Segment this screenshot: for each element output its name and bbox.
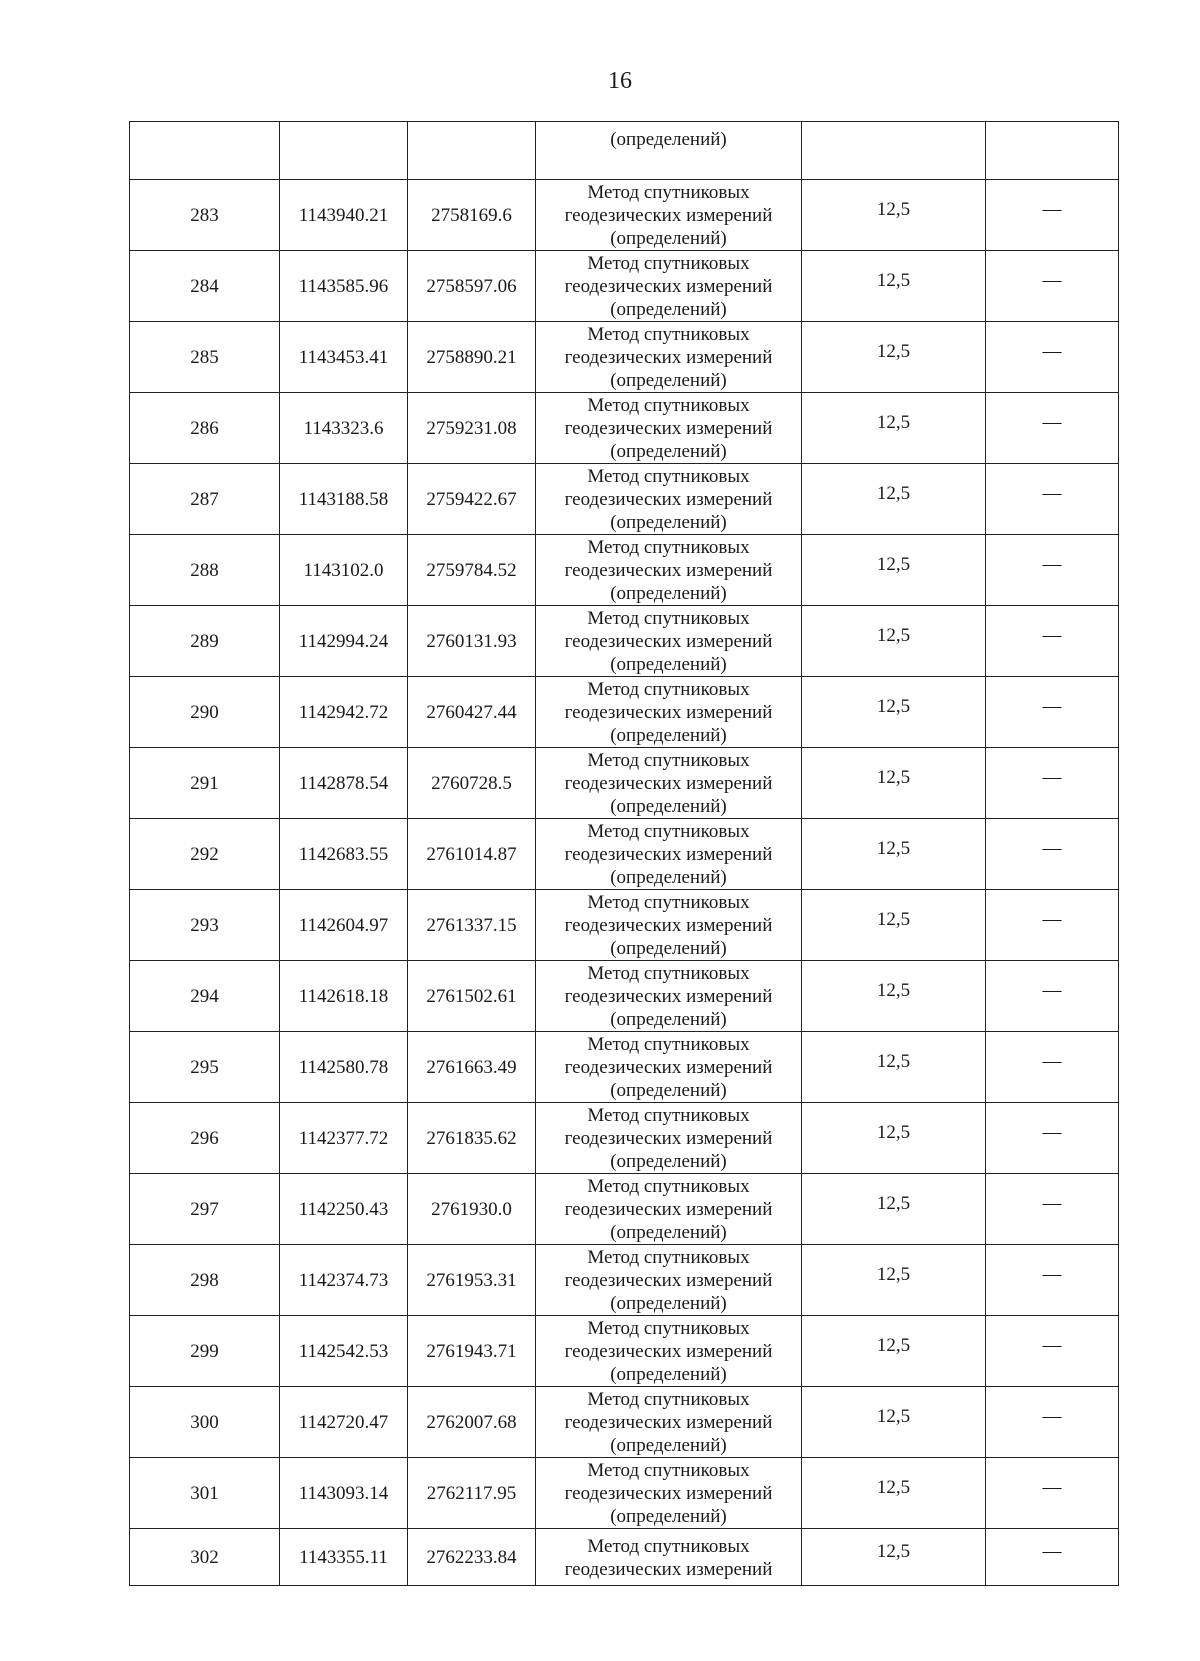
description-value: — xyxy=(1042,340,1062,362)
method-cell xyxy=(536,961,802,1032)
precision-cell xyxy=(802,606,986,677)
method-line: геодезических измерений xyxy=(564,985,773,1007)
method-line: геодезических измерений xyxy=(564,701,773,723)
precision-value: 12,5 xyxy=(876,198,911,220)
y-coordinate-cell: 2758597.06 xyxy=(408,251,536,322)
x-coordinate-cell: 1142542.53 xyxy=(280,1316,408,1387)
precision-cell xyxy=(802,961,986,1032)
method-line: геодезических измерений xyxy=(564,275,773,297)
description-cell xyxy=(986,251,1119,322)
x-coordinate-cell: 1142683.55 xyxy=(280,819,408,890)
method-line: геодезических измерений xyxy=(564,346,773,368)
precision-value: 12,5 xyxy=(876,837,911,859)
method-line: (определений) xyxy=(610,298,727,320)
y-coordinate-cell xyxy=(408,122,536,180)
method-cell xyxy=(536,122,802,180)
method-line: (определений) xyxy=(610,1505,727,1527)
precision-cell xyxy=(802,819,986,890)
description-cell xyxy=(986,1529,1119,1586)
method-line: геодезических измерений xyxy=(564,488,773,510)
x-coordinate-cell: 1143188.58 xyxy=(280,464,408,535)
precision-value: 12,5 xyxy=(876,1050,911,1072)
x-coordinate-cell: 1143093.14 xyxy=(280,1458,408,1529)
x-coordinate-cell: 1142942.72 xyxy=(280,677,408,748)
method-line: геодезических измерений xyxy=(564,1340,773,1362)
description-value: — xyxy=(1042,1334,1062,1356)
point-cell: 291 xyxy=(130,748,280,819)
method-line: (определений) xyxy=(610,1434,727,1456)
precision-value: 12,5 xyxy=(876,1476,911,1498)
x-coordinate-cell: 1142878.54 xyxy=(280,748,408,819)
method-line: (определений) xyxy=(610,937,727,959)
method-cell xyxy=(536,464,802,535)
method-line: геодезических измерений xyxy=(564,417,773,439)
y-coordinate-cell: 2759231.08 xyxy=(408,393,536,464)
precision-cell xyxy=(802,1103,986,1174)
table-row xyxy=(130,1458,1119,1529)
method-line: Метод спутниковых xyxy=(587,465,750,487)
method-line: Метод спутниковых xyxy=(587,1104,750,1126)
method-cell xyxy=(536,1032,802,1103)
method-line: геодезических измерений xyxy=(564,204,773,226)
table-row xyxy=(130,251,1119,322)
description-value: — xyxy=(1042,269,1062,291)
point-cell: 295 xyxy=(130,1032,280,1103)
method-line: Метод спутниковых xyxy=(587,678,750,700)
table-row xyxy=(130,1387,1119,1458)
method-line: (определений) xyxy=(610,795,727,817)
point-cell: 287 xyxy=(130,464,280,535)
precision-cell xyxy=(802,1316,986,1387)
description-value: — xyxy=(1042,1263,1062,1285)
table-row xyxy=(130,961,1119,1032)
precision-value: 12,5 xyxy=(876,482,911,504)
method-line: Метод спутниковых xyxy=(587,1459,750,1481)
x-coordinate-cell: 1143355.11 xyxy=(280,1529,408,1586)
x-coordinate-cell: 1143940.21 xyxy=(280,180,408,251)
y-coordinate-cell: 2761502.61 xyxy=(408,961,536,1032)
description-value: — xyxy=(1042,1121,1062,1143)
point-cell: 302 xyxy=(130,1529,280,1586)
x-coordinate-cell: 1142994.24 xyxy=(280,606,408,677)
y-coordinate-cell: 2762233.84 xyxy=(408,1529,536,1586)
method-line: Метод спутниковых xyxy=(587,891,750,913)
method-cell xyxy=(536,748,802,819)
page-number: 16 xyxy=(608,68,632,94)
method-line: Метод спутниковых xyxy=(587,1246,750,1268)
description-value: — xyxy=(1042,837,1062,859)
table-row xyxy=(130,1103,1119,1174)
method-line: геодезических измерений xyxy=(564,914,773,936)
precision-value: 12,5 xyxy=(876,695,911,717)
y-coordinate-cell: 2761835.62 xyxy=(408,1103,536,1174)
y-coordinate-cell: 2758169.6 xyxy=(408,180,536,251)
method-line: Метод спутниковых xyxy=(587,536,750,558)
description-cell xyxy=(986,748,1119,819)
method-line: (определений) xyxy=(610,1079,727,1101)
method-line: (определений) xyxy=(610,511,727,533)
method-line: Метод спутниковых xyxy=(587,1536,750,1557)
precision-value: 12,5 xyxy=(876,1405,911,1427)
method-line: (определений) xyxy=(610,369,727,391)
point-cell: 289 xyxy=(130,606,280,677)
method-line: геодезических измерений xyxy=(564,1559,773,1580)
description-value: — xyxy=(1042,553,1062,575)
method-cell xyxy=(536,1316,802,1387)
table-row xyxy=(130,393,1119,464)
precision-value: 12,5 xyxy=(876,1540,911,1562)
precision-value: 12,5 xyxy=(876,979,911,1001)
method-cell xyxy=(536,1458,802,1529)
method-line: Метод спутниковых xyxy=(587,749,750,771)
method-line: (определений) xyxy=(610,582,727,604)
description-cell xyxy=(986,961,1119,1032)
point-cell: 294 xyxy=(130,961,280,1032)
method-line: геодезических измерений xyxy=(564,1198,773,1220)
precision-value: 12,5 xyxy=(876,340,911,362)
precision-cell xyxy=(802,1387,986,1458)
method-line: Метод спутниковых xyxy=(587,1317,750,1339)
coordinates-table xyxy=(129,121,1119,1586)
description-value: — xyxy=(1042,1540,1062,1562)
precision-cell xyxy=(802,1529,986,1586)
precision-cell xyxy=(802,677,986,748)
description-cell xyxy=(986,1458,1119,1529)
y-coordinate-cell: 2761014.87 xyxy=(408,819,536,890)
method-line: (определений) xyxy=(610,1221,727,1243)
precision-value: 12,5 xyxy=(876,553,911,575)
method-line: Метод спутниковых xyxy=(587,252,750,274)
point-cell xyxy=(130,122,280,180)
table-row xyxy=(130,1529,1119,1586)
method-cell xyxy=(536,1174,802,1245)
method-line: геодезических измерений xyxy=(564,630,773,652)
method-line: геодезических измерений xyxy=(564,1056,773,1078)
method-line: Метод спутниковых xyxy=(587,820,750,842)
table-row xyxy=(130,606,1119,677)
table-row xyxy=(130,1245,1119,1316)
method-line: (определений) xyxy=(610,1363,727,1385)
description-cell xyxy=(986,1174,1119,1245)
x-coordinate-cell: 1142580.78 xyxy=(280,1032,408,1103)
description-cell xyxy=(986,393,1119,464)
y-coordinate-cell: 2761953.31 xyxy=(408,1245,536,1316)
x-coordinate-cell: 1143453.41 xyxy=(280,322,408,393)
method-line: геодезических измерений xyxy=(564,843,773,865)
method-line: геодезических измерений xyxy=(564,1269,773,1291)
description-cell xyxy=(986,1103,1119,1174)
description-value: — xyxy=(1042,1476,1062,1498)
precision-value: 12,5 xyxy=(876,624,911,646)
y-coordinate-cell: 2760728.5 xyxy=(408,748,536,819)
description-cell xyxy=(986,1032,1119,1103)
method-cell xyxy=(536,819,802,890)
method-cell xyxy=(536,606,802,677)
precision-cell xyxy=(802,890,986,961)
method-cell xyxy=(536,1387,802,1458)
y-coordinate-cell: 2760427.44 xyxy=(408,677,536,748)
point-cell: 297 xyxy=(130,1174,280,1245)
description-cell xyxy=(986,180,1119,251)
point-cell: 286 xyxy=(130,393,280,464)
point-cell: 292 xyxy=(130,819,280,890)
method-cell xyxy=(536,1529,802,1586)
method-line: геодезических измерений xyxy=(564,1482,773,1504)
x-coordinate-cell: 1143323.6 xyxy=(280,393,408,464)
method-line: Метод спутниковых xyxy=(587,394,750,416)
table-row xyxy=(130,535,1119,606)
x-coordinate-cell: 1142720.47 xyxy=(280,1387,408,1458)
method-cell xyxy=(536,535,802,606)
point-cell: 288 xyxy=(130,535,280,606)
y-coordinate-cell: 2760131.93 xyxy=(408,606,536,677)
method-cell xyxy=(536,890,802,961)
method-line: Метод спутниковых xyxy=(587,181,750,203)
table-row xyxy=(130,819,1119,890)
precision-value: 12,5 xyxy=(876,1121,911,1143)
table-row xyxy=(130,748,1119,819)
y-coordinate-cell: 2758890.21 xyxy=(408,322,536,393)
precision-cell xyxy=(802,122,986,180)
method-cell xyxy=(536,322,802,393)
x-coordinate-cell: 1142377.72 xyxy=(280,1103,408,1174)
method-line: (определений) xyxy=(610,1150,727,1172)
description-value: — xyxy=(1042,979,1062,1001)
precision-cell xyxy=(802,748,986,819)
table-row xyxy=(130,464,1119,535)
x-coordinate-cell: 1143102.0 xyxy=(280,535,408,606)
precision-cell xyxy=(802,393,986,464)
x-coordinate-cell: 1142250.43 xyxy=(280,1174,408,1245)
point-cell: 293 xyxy=(130,890,280,961)
description-cell xyxy=(986,677,1119,748)
x-coordinate-cell xyxy=(280,122,408,180)
table-row xyxy=(130,677,1119,748)
precision-value: 12,5 xyxy=(876,411,911,433)
method-line: Метод спутниковых xyxy=(587,1033,750,1055)
method-line: (определений) xyxy=(610,1008,727,1030)
method-line: геодезических измерений xyxy=(564,1411,773,1433)
precision-cell xyxy=(802,1458,986,1529)
precision-cell xyxy=(802,322,986,393)
x-coordinate-cell: 1142374.73 xyxy=(280,1245,408,1316)
point-cell: 300 xyxy=(130,1387,280,1458)
precision-value: 12,5 xyxy=(876,1334,911,1356)
precision-cell xyxy=(802,1174,986,1245)
point-cell: 290 xyxy=(130,677,280,748)
y-coordinate-cell: 2759422.67 xyxy=(408,464,536,535)
table-row xyxy=(130,1174,1119,1245)
description-cell xyxy=(986,819,1119,890)
description-cell xyxy=(986,606,1119,677)
description-value: — xyxy=(1042,766,1062,788)
description-value: — xyxy=(1042,1050,1062,1072)
method-line: (определений) xyxy=(610,227,727,249)
method-line: геодезических измерений xyxy=(564,559,773,581)
y-coordinate-cell: 2761337.15 xyxy=(408,890,536,961)
method-cell xyxy=(536,1103,802,1174)
description-cell xyxy=(986,1387,1119,1458)
method-cell xyxy=(536,393,802,464)
description-cell xyxy=(986,464,1119,535)
method-line: (определений) xyxy=(610,129,727,150)
description-value: — xyxy=(1042,624,1062,646)
x-coordinate-cell: 1143585.96 xyxy=(280,251,408,322)
precision-value: 12,5 xyxy=(876,269,911,291)
point-cell: 284 xyxy=(130,251,280,322)
table-row xyxy=(130,1316,1119,1387)
y-coordinate-cell: 2759784.52 xyxy=(408,535,536,606)
y-coordinate-cell: 2761930.0 xyxy=(408,1174,536,1245)
precision-cell xyxy=(802,1032,986,1103)
description-value: — xyxy=(1042,411,1062,433)
description-value: — xyxy=(1042,1405,1062,1427)
description-value: — xyxy=(1042,695,1062,717)
y-coordinate-cell: 2761663.49 xyxy=(408,1032,536,1103)
precision-cell xyxy=(802,180,986,251)
method-line: (определений) xyxy=(610,866,727,888)
x-coordinate-cell: 1142618.18 xyxy=(280,961,408,1032)
table-row xyxy=(130,322,1119,393)
description-cell xyxy=(986,1245,1119,1316)
method-line: (определений) xyxy=(610,724,727,746)
point-cell: 298 xyxy=(130,1245,280,1316)
method-line: Метод спутниковых xyxy=(587,607,750,629)
description-cell xyxy=(986,1316,1119,1387)
point-cell: 299 xyxy=(130,1316,280,1387)
precision-cell xyxy=(802,535,986,606)
method-line: (определений) xyxy=(610,440,727,462)
y-coordinate-cell: 2762007.68 xyxy=(408,1387,536,1458)
method-line: Метод спутниковых xyxy=(587,1175,750,1197)
precision-cell xyxy=(802,464,986,535)
method-line: (определений) xyxy=(610,653,727,675)
precision-cell xyxy=(802,251,986,322)
description-cell xyxy=(986,890,1119,961)
y-coordinate-cell: 2761943.71 xyxy=(408,1316,536,1387)
point-cell: 301 xyxy=(130,1458,280,1529)
method-line: Метод спутниковых xyxy=(587,1388,750,1410)
description-cell xyxy=(986,122,1119,180)
precision-value: 12,5 xyxy=(876,766,911,788)
description-value: — xyxy=(1042,482,1062,504)
description-value: — xyxy=(1042,1192,1062,1214)
method-line: Метод спутниковых xyxy=(587,323,750,345)
description-cell xyxy=(986,535,1119,606)
precision-cell xyxy=(802,1245,986,1316)
point-cell: 285 xyxy=(130,322,280,393)
description-value: — xyxy=(1042,198,1062,220)
description-value: — xyxy=(1042,908,1062,930)
method-cell xyxy=(536,180,802,251)
method-cell xyxy=(536,677,802,748)
table-body xyxy=(130,122,1119,1586)
table-row xyxy=(130,1032,1119,1103)
continuation-row xyxy=(130,122,1119,180)
method-cell xyxy=(536,1245,802,1316)
point-cell: 283 xyxy=(130,180,280,251)
x-coordinate-cell: 1142604.97 xyxy=(280,890,408,961)
precision-value: 12,5 xyxy=(876,1192,911,1214)
point-cell: 296 xyxy=(130,1103,280,1174)
method-line: геодезических измерений xyxy=(564,772,773,794)
method-line: Метод спутниковых xyxy=(587,962,750,984)
method-line: (определений) xyxy=(610,1292,727,1314)
precision-value: 12,5 xyxy=(876,1263,911,1285)
description-cell xyxy=(986,322,1119,393)
table-row xyxy=(130,890,1119,961)
y-coordinate-cell: 2762117.95 xyxy=(408,1458,536,1529)
table-row xyxy=(130,180,1119,251)
method-cell xyxy=(536,251,802,322)
precision-value: 12,5 xyxy=(876,908,911,930)
method-line: геодезических измерений xyxy=(564,1127,773,1149)
